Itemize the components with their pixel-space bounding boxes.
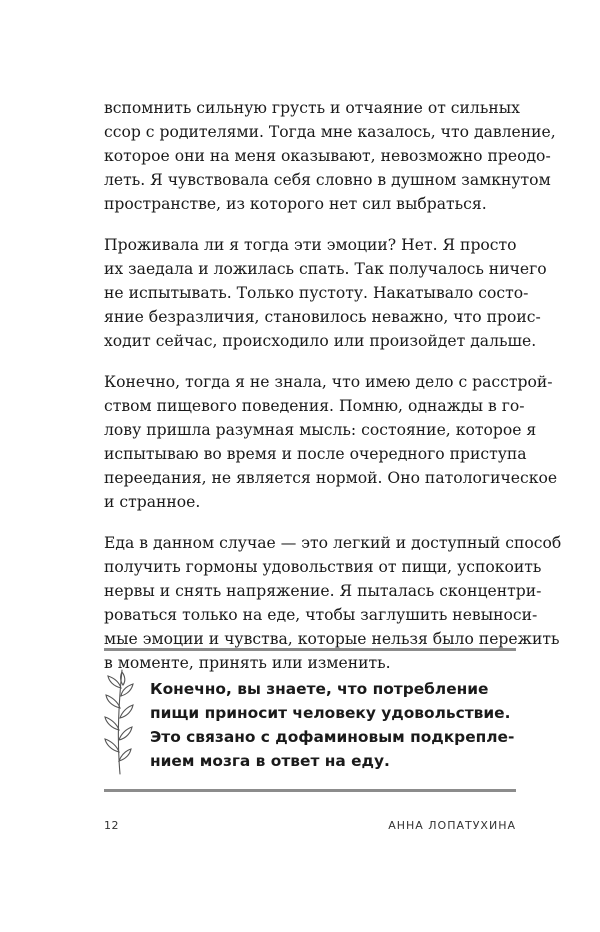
text-line: ходит сейчас, происходило или произойдет дальше. [104,332,537,350]
text-line: в моменте, принять или изменить. [104,654,391,672]
text-line: переедания, не является нормой. Оно патологическое [104,469,558,487]
callout-line: Конечно, вы знаете, что потребление [150,680,489,698]
body-text [104,96,562,692]
text-line: ссор с родителями. Тогда мне казалось, что давление, [104,123,556,141]
running-footer-author: АННА ЛОПАТУХИНА [388,819,516,832]
callout-line: Это связано с дофаминовым подкрепле- [150,728,515,746]
text-line: не испытывать. Только пустоту. Накатывало состо- [104,284,529,302]
text-line: которое они на меня оказывают, невозможно преодо- [104,147,551,165]
text-line: пространстве, из которого нет сил выбраться. [104,195,487,213]
text-line: нервы и снять напряжение. Я пыталась сконцентри- [104,582,542,600]
page-number: 12 [104,819,119,832]
callout-line: пищи приносит человеку удовольствие. [150,704,511,722]
text-line: лову пришла разумная мысль: состояние, которое я [104,421,537,439]
callout-line: нием мозга в ответ на еду. [150,752,390,770]
paragraph [104,233,547,353]
text-line: Проживала ли я тогда эти эмоции? Нет. Я просто [104,236,517,254]
callout-bottom-rule [104,789,516,792]
text-line: и странное. [104,493,201,511]
text-line: Еда в данном случае — это легкий и доступный способ [104,534,562,552]
text-line: ством пищевого поведения. Помню, однажды в го- [104,397,525,415]
callout-text [150,677,520,773]
callout-top-rule [104,648,516,651]
text-line: Конечно, тогда я не знала, что имею дело с расстрой- [104,373,553,391]
paragraph [104,531,562,675]
text-line: их заедала и ложилась спать. Так получалось ничего [104,260,547,278]
text-line: испытываю во время и после очередного приступа [104,445,527,463]
paragraph [104,96,556,216]
leaf-branch-icon [100,666,136,776]
text-line: вспомнить сильную грусть и отчаяние от сильных [104,99,520,117]
text-line: яние безразличия, становилось неважно, что проис- [104,308,541,326]
text-line: роваться только на еде, чтобы заглушить невыноси- [104,606,538,624]
text-line: получить гормоны удовольствия от пищи, успокоить [104,558,542,576]
paragraph [104,370,558,514]
text-line: мые эмоции и чувства, которые нельзя было пережить [104,630,560,648]
text-line: леть. Я чувствовала себя словно в душном замкнутом [104,171,551,189]
